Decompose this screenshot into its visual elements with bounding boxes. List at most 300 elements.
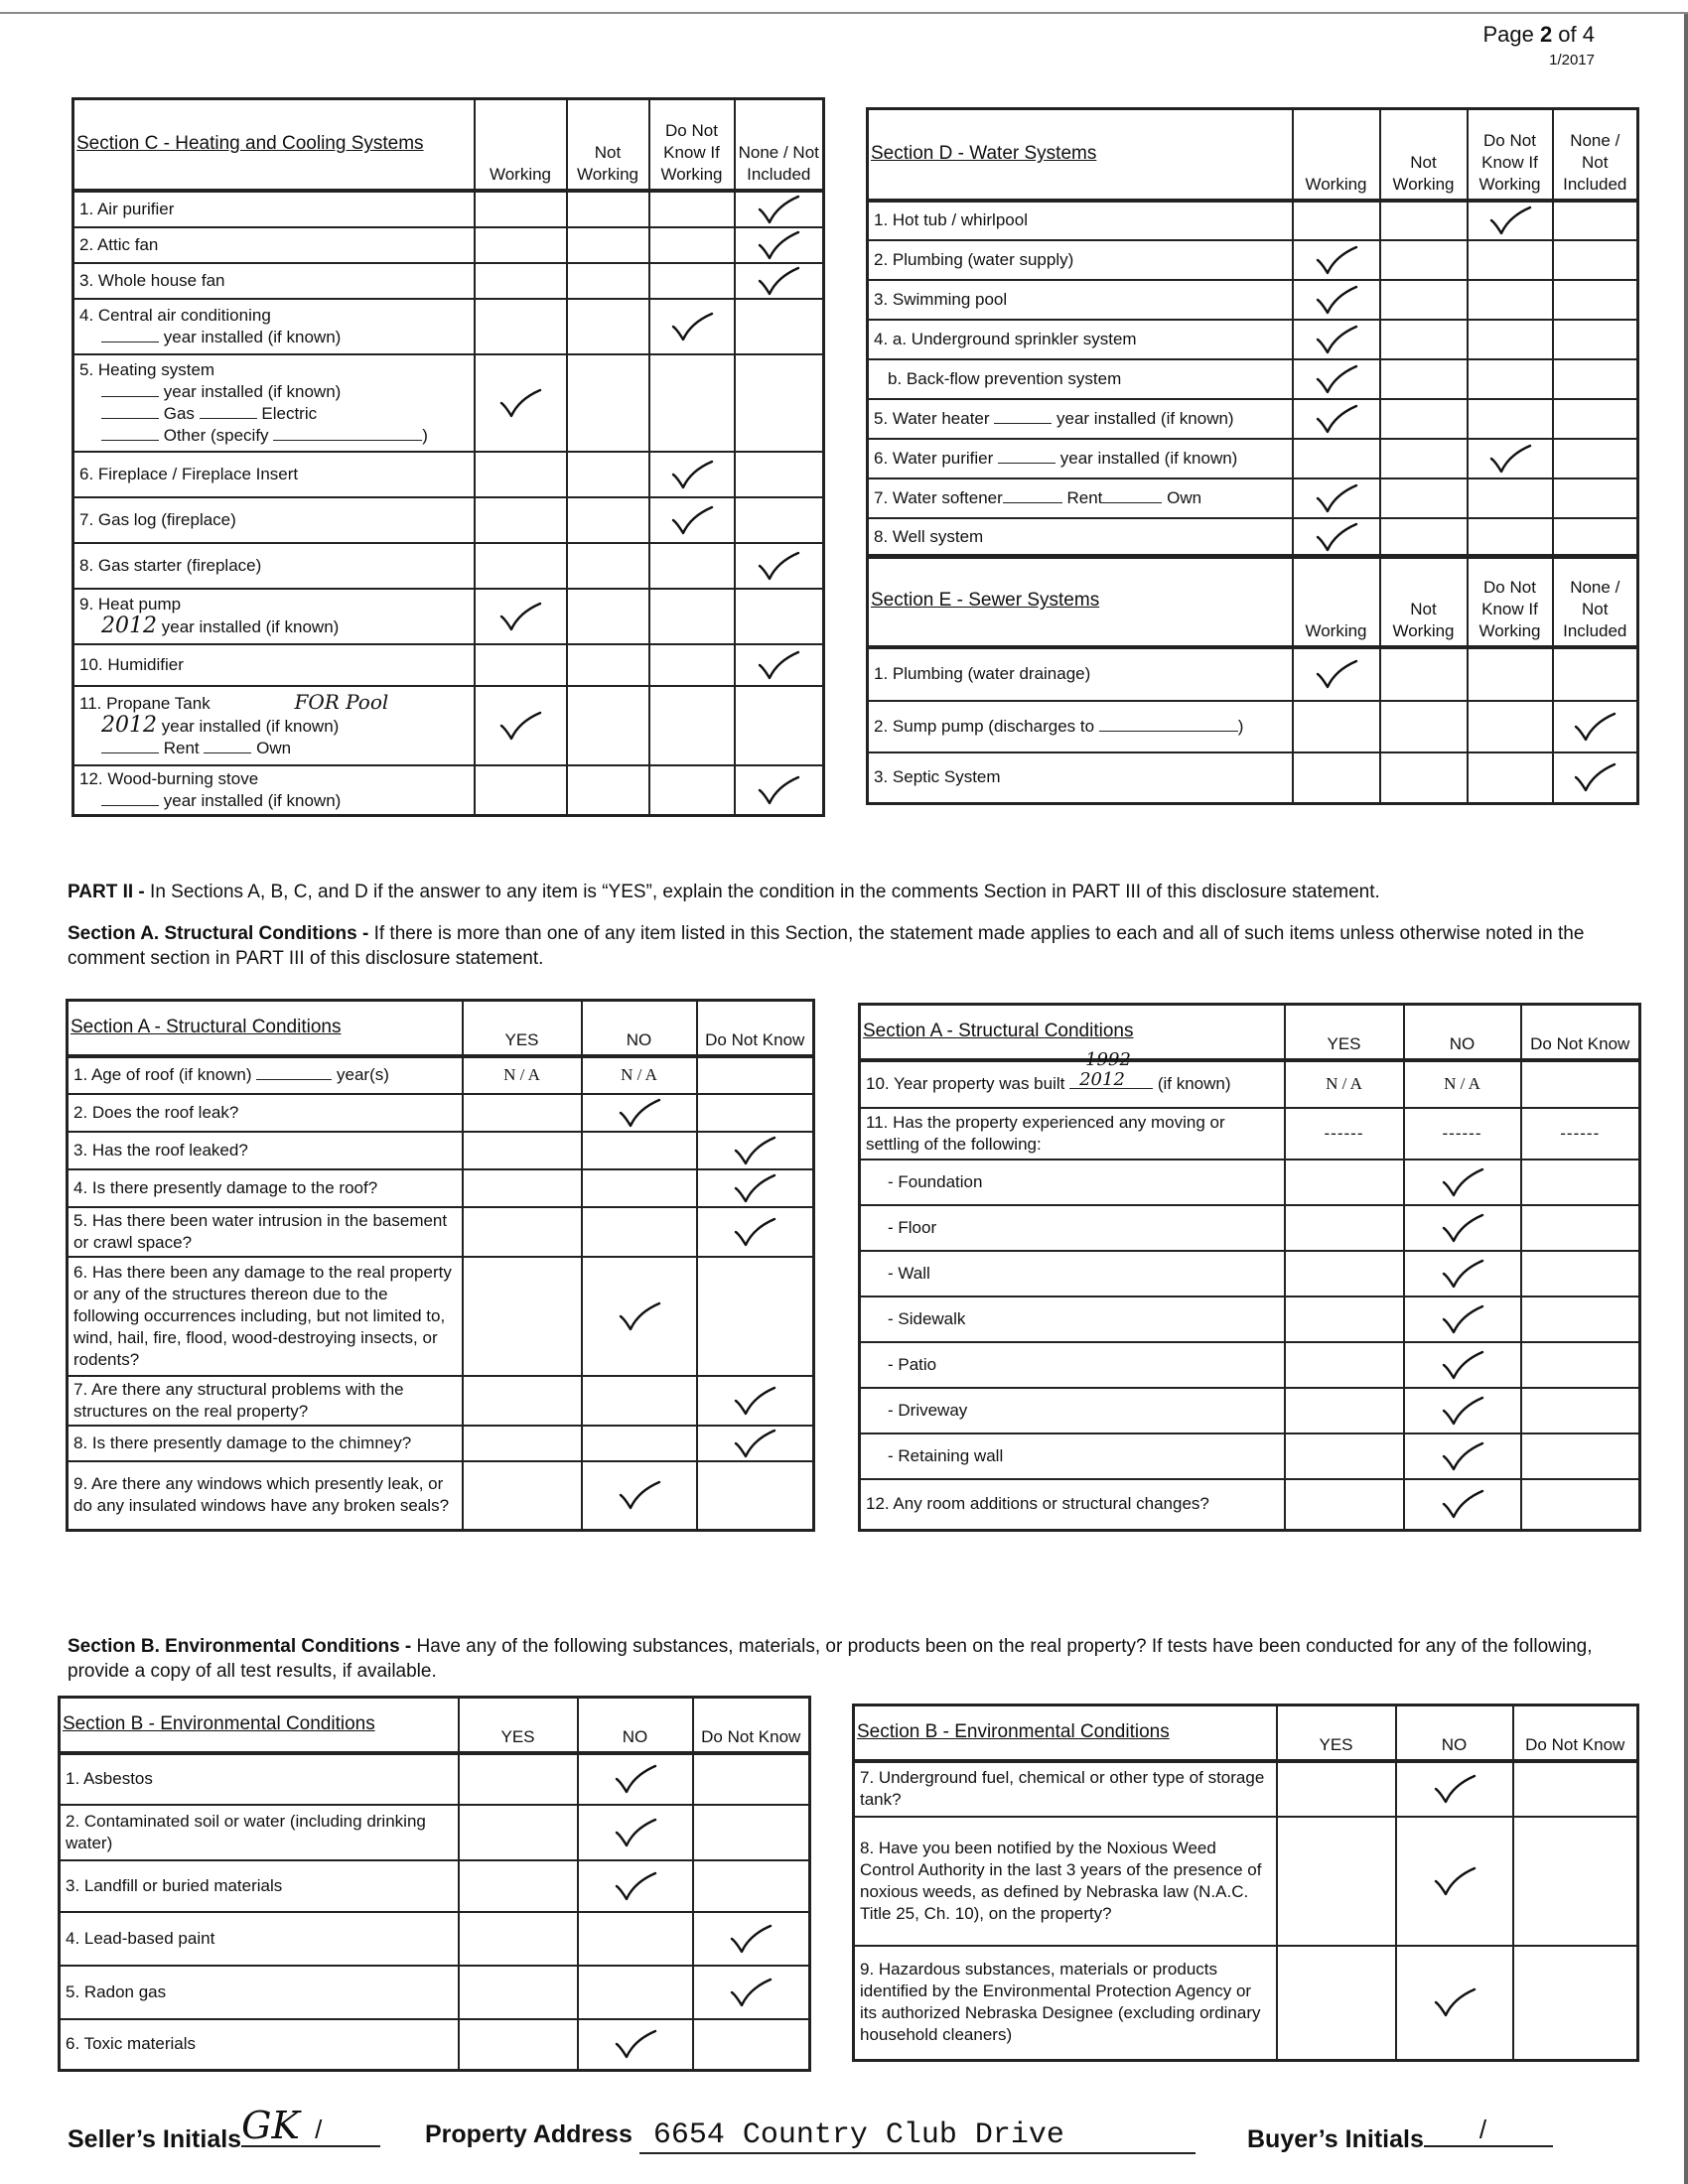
answer-cell (1468, 752, 1553, 804)
item-label: 7. Water softener Rent Own (868, 478, 1293, 518)
table-row (868, 280, 1638, 320)
col-do-not-know: Do Not Know If Working (1468, 556, 1553, 647)
checkmark-icon (1573, 712, 1617, 742)
dashes: ------ (1404, 1108, 1521, 1160)
answer-cell (459, 1753, 578, 1805)
answer-cell (1293, 201, 1380, 240)
checkmark-cell (1404, 1251, 1521, 1297)
checkmark-icon (1441, 1350, 1484, 1380)
answer-cell (1553, 439, 1638, 478)
checkmark-cell (475, 589, 567, 644)
checkmark-cell (697, 1169, 814, 1207)
year-built-no: N / A (1404, 1060, 1521, 1108)
section-c-table (71, 97, 825, 817)
answer-cell (1380, 201, 1468, 240)
checkmark-icon (1441, 1167, 1484, 1197)
checkmark-cell (1293, 280, 1380, 320)
table-row (68, 1094, 814, 1132)
answer-cell (1553, 240, 1638, 280)
item-label: 7. Are there any structural problems with the structures on the real property? (68, 1376, 463, 1426)
item-label: 6. Has there been any damage to the real property or any of the structures thereon due to the following occurrences including, but not limited to, wind, hail, fire, flood, wood-destroying insects, or rodents? (68, 1257, 463, 1376)
col-yes: YES (463, 1001, 582, 1056)
answer-cell (582, 1207, 697, 1257)
answer-cell (693, 1860, 810, 1912)
col-no: NO (578, 1698, 693, 1753)
item-label: 3. Swimming pool (868, 280, 1293, 320)
section-b-right-title: Section B - Environmental Conditions (854, 1706, 1277, 1761)
item-label: 6. Water purifier year installed (if known) (868, 439, 1293, 478)
answer-cell (463, 1094, 582, 1132)
checkmark-icon (1488, 444, 1532, 474)
checkmark-cell (697, 1426, 814, 1461)
answer-cell (1521, 1388, 1640, 1433)
table-row (860, 1297, 1640, 1342)
checkmark-cell (1293, 478, 1380, 518)
answer-cell (1553, 647, 1638, 701)
checkmark-cell (1404, 1433, 1521, 1479)
answer-cell (649, 263, 735, 299)
answer-cell (1468, 647, 1553, 701)
col-yes: YES (459, 1698, 578, 1753)
answer-cell (697, 1056, 814, 1094)
answer-cell (1553, 201, 1638, 240)
answer-cell (582, 1169, 697, 1207)
table-row (68, 1056, 814, 1094)
section-d-title: Section D - Water Systems (868, 109, 1293, 201)
top-rule (0, 12, 1688, 14)
answer-cell (735, 589, 824, 644)
checkmark-icon (670, 460, 714, 489)
answer-cell (1553, 399, 1638, 439)
checkmark-cell (1553, 701, 1638, 752)
checkmark-icon (733, 1173, 776, 1203)
item-label: - Foundation (860, 1160, 1285, 1205)
checkmark-icon (1315, 245, 1358, 275)
item-label: 2. Attic fan (73, 227, 475, 263)
item-label: 8. Is there presently damage to the chimney? (68, 1426, 463, 1461)
answer-cell (1468, 359, 1553, 399)
checkmark-icon (1433, 1987, 1477, 2017)
answer-cell (567, 543, 649, 589)
answer-cell (567, 191, 649, 227)
table-row (868, 647, 1638, 701)
table-row (68, 1426, 814, 1461)
table-row (60, 1912, 810, 1966)
answer-cell (475, 765, 567, 816)
item-label: 1. Plumbing (water drainage) (868, 647, 1293, 701)
answer-cell (735, 299, 824, 354)
col-none: None / Not Included (1553, 556, 1638, 647)
answer-cell (1380, 439, 1468, 478)
moving-settling-label: 11. Has the property experienced any moving or settling of the following: (860, 1108, 1285, 1160)
answer-cell (1285, 1160, 1404, 1205)
form-revision: 1/2017 (1549, 52, 1595, 68)
table-row (868, 240, 1638, 280)
item-label: - Retaining wall (860, 1433, 1285, 1479)
item-label: - Sidewalk (860, 1297, 1285, 1342)
property-address-value: 6654 Country Club Drive (652, 2118, 1064, 2152)
answer-cell (1380, 240, 1468, 280)
checkmark-icon (1315, 285, 1358, 315)
item-label: b. Back-flow prevention system (868, 359, 1293, 399)
answer-cell (1521, 1251, 1640, 1297)
checkmark-icon (729, 1978, 773, 2007)
answer-cell (1277, 1761, 1396, 1817)
checkmark-cell (697, 1376, 814, 1426)
table-row (73, 589, 824, 644)
answer-cell (1380, 752, 1468, 804)
checkmark-cell (697, 1207, 814, 1257)
item-label: 2. Does the roof leak? (68, 1094, 463, 1132)
checkmark-cell (582, 1461, 697, 1531)
table-row (60, 1753, 810, 1805)
answer-cell (1293, 752, 1380, 804)
checkmark-cell (1404, 1342, 1521, 1388)
table-row (860, 1160, 1640, 1205)
item-label: 4. Is there presently damage to the roof? (68, 1169, 463, 1207)
answer-cell (1285, 1251, 1404, 1297)
answer-cell (735, 686, 824, 765)
checkmark-icon (1433, 1774, 1477, 1804)
answer-cell (649, 354, 735, 452)
table-row (860, 1388, 1640, 1433)
section-b-intro: Section B. Environmental Conditions - Have any of the following substances, materials, or products been on the real property? If tests have been conducted for any of the following, provide a copy of all test results, if available. (68, 1636, 1593, 1682)
col-not-working: Not Working (1380, 109, 1468, 201)
answer-cell (1293, 701, 1380, 752)
section-e-title: Section E - Sewer Systems (868, 556, 1293, 647)
checkmark-icon (1433, 1866, 1477, 1896)
checkmark-cell (735, 191, 824, 227)
table-row (60, 1860, 810, 1912)
answer-cell (463, 1169, 582, 1207)
checkmark-icon (1315, 483, 1358, 513)
section-e-table (866, 554, 1639, 805)
table-row (73, 354, 824, 452)
answer-cell (475, 263, 567, 299)
seller-initials-value: GK (241, 2104, 300, 2147)
answer-cell (649, 644, 735, 686)
item-label: 9. Are there any windows which presently leak, or do any insulated windows have any broken seals? (68, 1461, 463, 1531)
table-row (868, 701, 1638, 752)
answer-cell (463, 1132, 582, 1169)
answer-cell (459, 1860, 578, 1912)
col-no: NO (582, 1001, 697, 1056)
answer-cell (1521, 1205, 1640, 1251)
checkmark-cell (578, 1860, 693, 1912)
checkmark-icon (1315, 364, 1358, 394)
right-edge (1684, 14, 1688, 2184)
answer-cell (475, 644, 567, 686)
table-row (68, 1461, 814, 1531)
checkmark-cell (1293, 320, 1380, 359)
answer-cell (1468, 320, 1553, 359)
checkmark-cell (1293, 359, 1380, 399)
answer-cell (1380, 647, 1468, 701)
answer-cell (463, 1257, 582, 1376)
item-label: 1. Age of roof (if known) year(s) (68, 1056, 463, 1094)
answer-cell (649, 686, 735, 765)
table-row (868, 359, 1638, 399)
answer-cell (649, 589, 735, 644)
checkmark-icon (1441, 1396, 1484, 1426)
checkmark-cell (1404, 1388, 1521, 1433)
answer-cell (475, 497, 567, 543)
checkmark-icon (757, 266, 800, 296)
checkmark-cell (649, 299, 735, 354)
answer-cell (1468, 399, 1553, 439)
answer-cell (475, 191, 567, 227)
checkmark-icon (1488, 205, 1532, 235)
buyer-initials: Buyer’s Initials / (1247, 2121, 1553, 2154)
item-label: 3. Septic System (868, 752, 1293, 804)
table-row (854, 1946, 1638, 2061)
answer-cell (697, 1461, 814, 1531)
answer-cell (1285, 1433, 1404, 1479)
table-row (73, 543, 824, 589)
answer-cell (649, 765, 735, 816)
answer-cell (1380, 701, 1468, 752)
col-yes: YES (1277, 1706, 1396, 1761)
answer-cell (1380, 320, 1468, 359)
checkmark-icon (1441, 1259, 1484, 1289)
checkmark-icon (733, 1386, 776, 1416)
col-no: NO (1404, 1005, 1521, 1060)
answer-cell (475, 543, 567, 589)
item-label: 1. Air purifier (73, 191, 475, 227)
answer-cell (735, 497, 824, 543)
item-label: 8. Have you been notified by the Noxious Weed Control Authority in the last 3 years of the presence of noxious weeds, as defined by Nebraska law (N.A.C. Title 25, Ch. 10), on the property? (854, 1817, 1277, 1946)
checkmark-cell (1468, 439, 1553, 478)
checkmark-icon (757, 650, 800, 680)
answer-cell (649, 191, 735, 227)
answer-cell (1293, 439, 1380, 478)
section-a-right-title: Section A - Structural Conditions (860, 1005, 1285, 1060)
year-built-yes: N / A (1285, 1060, 1404, 1108)
checkmark-icon (757, 775, 800, 805)
checkmark-cell (1468, 201, 1553, 240)
section-a-left-table (66, 999, 815, 1532)
checkmark-cell (1404, 1160, 1521, 1205)
table-row (860, 1433, 1640, 1479)
checkmark-cell (1404, 1205, 1521, 1251)
table-row (860, 1060, 1640, 1108)
answer-cell (459, 2019, 578, 2071)
answer-cell (1285, 1342, 1404, 1388)
col-no: NO (1396, 1706, 1513, 1761)
table-row (860, 1479, 1640, 1531)
answer-cell (1521, 1479, 1640, 1531)
answer-cell (1468, 701, 1553, 752)
col-do-not-know: Do Not Know (697, 1001, 814, 1056)
dashes: ------ (1521, 1108, 1640, 1160)
answer-cell (697, 1257, 814, 1376)
checkmark-icon (498, 711, 542, 741)
item-label: 8. Well system (868, 518, 1293, 558)
answer-cell (1521, 1160, 1640, 1205)
table-row (854, 1761, 1638, 1817)
answer-cell (475, 299, 567, 354)
checkmark-cell (1404, 1479, 1521, 1531)
table-row (860, 1205, 1640, 1251)
col-none: None / Not Included (735, 99, 824, 191)
answer-cell (1285, 1388, 1404, 1433)
checkmark-icon (1315, 522, 1358, 552)
checkmark-cell (1396, 1817, 1513, 1946)
checkmark-cell (1293, 518, 1380, 558)
table-row (60, 1966, 810, 2019)
item-label: 5. Heating system year installed (if known) Gas Electric Other (specify ) (73, 354, 475, 452)
checkmark-icon (733, 1136, 776, 1165)
table-row (68, 1257, 814, 1376)
answer-cell (567, 686, 649, 765)
table-row (868, 201, 1638, 240)
answer-cell (1553, 280, 1638, 320)
checkmark-cell (475, 686, 567, 765)
checkmark-icon (1441, 1441, 1484, 1471)
checkmark-cell (1293, 399, 1380, 439)
checkmark-icon (757, 195, 800, 224)
col-not-working: Not Working (567, 99, 649, 191)
item-label: 4. Central air conditioning year installed (if known) (73, 299, 475, 354)
answer-cell (1553, 359, 1638, 399)
item-label: 6. Fireplace / Fireplace Insert (73, 452, 475, 497)
table-row (60, 1805, 810, 1860)
answer-cell (1468, 240, 1553, 280)
answer-cell (649, 543, 735, 589)
year-built-label: 10. Year property was built 1992 2012 (if known) (860, 1060, 1285, 1108)
answer-cell (649, 227, 735, 263)
answer-cell (1513, 1817, 1638, 1946)
answer-cell (735, 354, 824, 452)
answer-cell (459, 1966, 578, 2019)
checkmark-cell (1396, 1761, 1513, 1817)
checkmark-icon (614, 1871, 657, 1901)
answer-cell (1285, 1297, 1404, 1342)
item-label: 10. Humidifier (73, 644, 475, 686)
table-row (73, 191, 824, 227)
table-row (868, 518, 1638, 558)
answer-cell (1553, 518, 1638, 558)
item-label: 5. Has there been water intrusion in the basement or crawl space? (68, 1207, 463, 1257)
item-label: 1. Hot tub / whirlpool (868, 201, 1293, 240)
checkmark-icon (618, 1301, 661, 1331)
answer-cell (475, 452, 567, 497)
section-a-intro: Section A. Structural Conditions - If there is more than one of any item listed in this Section, the statement made applies to each and all of such items unless otherwise noted in the comment section in PART III of this disclosure statement. (68, 923, 1585, 969)
item-label: 12. Any room additions or structural changes? (860, 1479, 1285, 1531)
table-row (868, 439, 1638, 478)
handwritten-year: 2012 (101, 713, 157, 738)
checkmark-icon (670, 505, 714, 535)
checkmark-cell (582, 1094, 697, 1132)
footer (68, 2095, 1617, 2154)
answer-cell (463, 1426, 582, 1461)
answer-cell (567, 299, 649, 354)
item-label: 9. Hazardous substances, materials or products identified by the Environmental Protection Agency or its authorized Nebraska Designee (excluding ordinary household cleaners) (854, 1946, 1277, 2061)
checkmark-icon (1441, 1489, 1484, 1519)
table-row (60, 2019, 810, 2071)
table-row (868, 478, 1638, 518)
table-row (68, 1132, 814, 1169)
answer-cell (1277, 1946, 1396, 2061)
section-b-left-title: Section B - Environmental Conditions (60, 1698, 459, 1753)
section-a-right-table (858, 1003, 1641, 1532)
answer-cell (1468, 280, 1553, 320)
answer-cell (1285, 1205, 1404, 1251)
checkmark-cell (578, 2019, 693, 2071)
item-label: 2. Sump pump (discharges to ) (868, 701, 1293, 752)
answer-cell (1285, 1479, 1404, 1531)
item-label: 3. Whole house fan (73, 263, 475, 299)
checkmark-cell (582, 1257, 697, 1376)
table-row (868, 399, 1638, 439)
answer-cell (693, 2019, 810, 2071)
item-label: 7. Underground fuel, chemical or other type of storage tank? (854, 1761, 1277, 1817)
checkmark-icon (757, 551, 800, 581)
page-number: Page 2 of 4 (1482, 22, 1595, 47)
table-row (68, 1376, 814, 1426)
checkmark-icon (1441, 1304, 1484, 1334)
table-row (860, 1342, 1640, 1388)
answer-cell (1380, 518, 1468, 558)
property-address: Property Address 6654 Country Club Drive (425, 2118, 1196, 2154)
col-not-working: Not Working (1380, 556, 1468, 647)
checkmark-icon (498, 602, 542, 631)
table-row (73, 765, 824, 816)
table-row (73, 299, 824, 354)
checkmark-cell (735, 644, 824, 686)
checkmark-icon (614, 1818, 657, 1847)
answer-cell (463, 1376, 582, 1426)
item-label: - Patio (860, 1342, 1285, 1388)
answer-cell (463, 1207, 582, 1257)
answer-cell (1513, 1761, 1638, 1817)
checkmark-icon (498, 388, 542, 418)
checkmark-icon (618, 1098, 661, 1128)
table-row (854, 1817, 1638, 1946)
answer-cell (1380, 280, 1468, 320)
checkmark-cell (578, 1753, 693, 1805)
answer-cell (1553, 478, 1638, 518)
answer-cell (567, 497, 649, 543)
section-c-title: Section C - Heating and Cooling Systems (73, 99, 475, 191)
item-label: - Floor (860, 1205, 1285, 1251)
col-working: Working (1293, 109, 1380, 201)
col-do-not-know: Do Not Know (1521, 1005, 1640, 1060)
checkmark-cell (1293, 240, 1380, 280)
item-label: 2. Plumbing (water supply) (868, 240, 1293, 280)
table-row (73, 644, 824, 686)
item-label: 2. Contaminated soil or water (including drinking water) (60, 1805, 459, 1860)
checkmark-icon (1573, 762, 1617, 792)
checkmark-cell (1293, 647, 1380, 701)
col-none: None / Not Included (1553, 109, 1638, 201)
checkmark-icon (1441, 1213, 1484, 1243)
item-label: 9. Heat pump 2012 year installed (if known) (73, 589, 475, 644)
section-b-right-table (852, 1704, 1639, 2062)
answer-cell (1468, 478, 1553, 518)
section-b-left-table (58, 1696, 811, 2072)
section-a-left-title: Section A - Structural Conditions (68, 1001, 463, 1056)
answer-cell (567, 263, 649, 299)
col-yes: YES (1285, 1005, 1404, 1060)
col-do-not-know: Do Not Know If Working (649, 99, 735, 191)
answer-cell (582, 1132, 697, 1169)
col-do-not-know: Do Not Know If Working (1468, 109, 1553, 201)
checkmark-cell (735, 543, 824, 589)
dashes: ------ (1285, 1108, 1404, 1160)
year-built-blank: 1992 2012 (1069, 1073, 1153, 1089)
answer-cell (735, 452, 824, 497)
